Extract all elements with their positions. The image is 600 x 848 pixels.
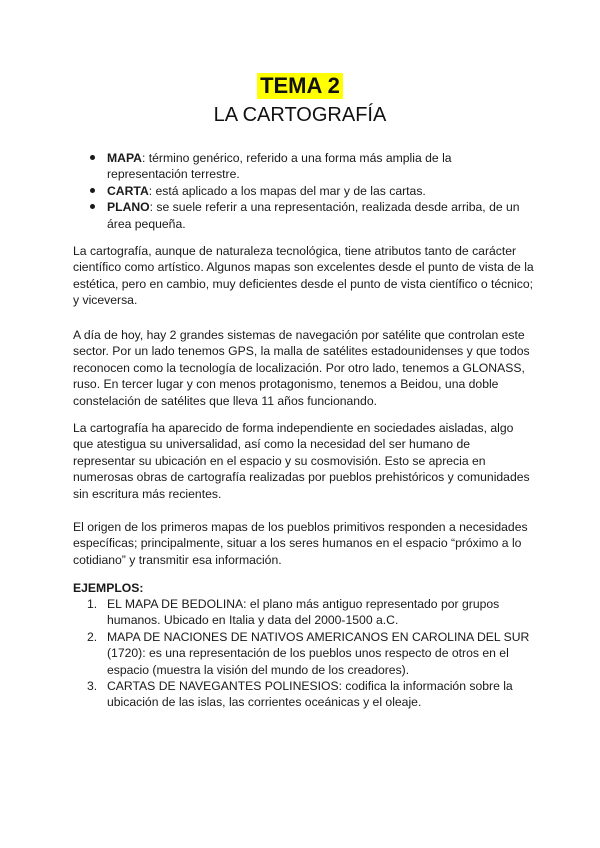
list-item [87, 678, 532, 711]
paragraph: A día de hoy, hay 2 grandes sistemas de navegación por satélite que controlan este sector. Por un lado tenemos GPS, la malla de satélites estadounidenses y que todos reconocen como la tecnología de localización. Por otro lado, tenemos a GLONASS, ruso. En tercer lugar y con menos protagonismo, tenemos a Beidou, una doble constelación de satélites que lleva 11 años funcionando. [73, 328, 530, 408]
paragraph: El origen de los primeros mapas de los pueblos primitivos responden a necesidades específicas; principalmente, situar a los seres humanos en el espacio “próximo a lo cotidiano” y transmitir esa información. [73, 520, 528, 567]
definitions-list [87, 150, 527, 232]
term: CARTA [107, 183, 149, 198]
definition: : se suele referir a una representación, realizada desde arriba, de un área pequeña. [107, 200, 520, 231]
paragraph: La cartografía, aunque de naturaleza tecnológica, tiene atributos tanto de carácter científico como artístico. Algunos mapas son excelentes desde el punto de vista de la estética, pero en cambio, muy deficientes desde el punto de vista científico o técnico; y viceversa. [73, 244, 534, 308]
examples-heading: EJEMPLOS: [73, 581, 144, 595]
item-text: EL MAPA DE BEDOLINA: el plano más antiguo representado por grupos humanos. Ubicado en Italia y data del 2000-1500 a.C. [107, 597, 500, 628]
bullet-icon [90, 204, 95, 209]
list-item [87, 199, 527, 232]
list-item [87, 629, 532, 678]
page-subtitle: LA CARTOGRAFÍA [213, 104, 387, 126]
definition: : está aplicado a los mapas del mar y de las cartas. [148, 183, 426, 198]
item-number: 1. [87, 597, 98, 611]
title-wrap [0, 73, 600, 99]
paragraph: La cartografía ha aparecido de forma independiente en sociedades aisladas, algo que atestigua su universalidad, así como la necesidad del ser humano de representar su ubicación en el espacio y su cosmovisión. Esto se aprecia en numerosas obras de cartografía realizadas por pueblos prehistóricos y comunidades sin escritura más recientes. [73, 421, 530, 501]
item-text: CARTAS DE NAVEGANTES POLINESIOS: codifica la información sobre la ubicación de las islas, las corrientes oceánicas y el oleaje. [107, 679, 513, 710]
examples-list [87, 596, 532, 711]
page-title: TEMA 2 [257, 73, 343, 99]
item-text: MAPA DE NACIONES DE NATIVOS AMERICANOS EN CAROLINA DEL SUR (1720): es una representación de los pueblos unos respecto de otros en el espacio (muestra la visión del mundo de los creadores). [107, 629, 530, 677]
list-item [87, 150, 527, 183]
definition: : término genérico, referido a una forma más amplia de la representación terrestre. [107, 151, 452, 182]
term: MAPA [107, 151, 142, 165]
bullet-icon [90, 155, 95, 160]
bullet-icon [90, 188, 95, 193]
term: PLANO [107, 200, 150, 215]
list-item [87, 596, 532, 629]
item-number: 3. [87, 679, 98, 694]
list-item [87, 183, 527, 199]
item-number: 2. [87, 629, 98, 644]
